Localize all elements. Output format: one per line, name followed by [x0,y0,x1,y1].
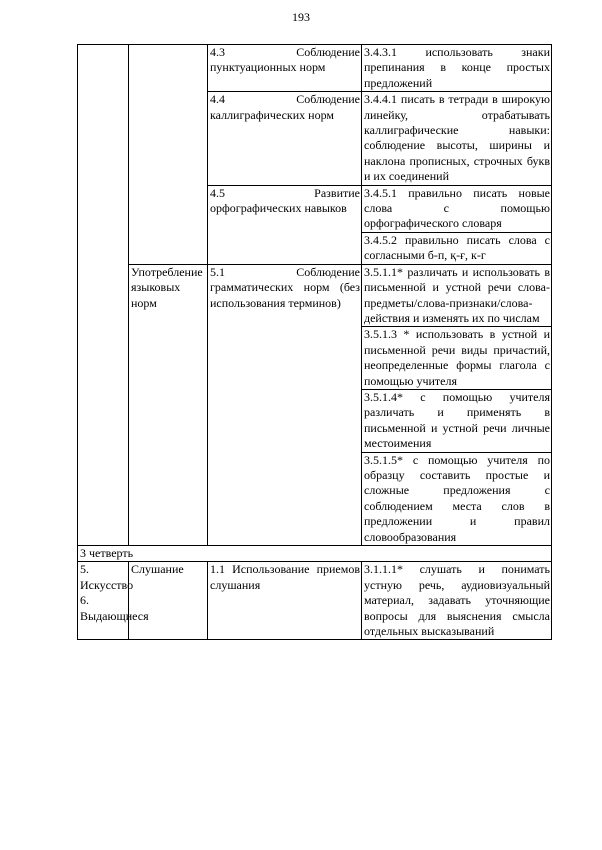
table-row [78,45,552,92]
objective-cell: 3.4.3.1 использовать знаки препинания в конце простых предложений [362,45,552,92]
skill-cell-empty [129,45,208,265]
quarter-header-row [78,546,552,562]
goal-cell: 1.1 Использование приемов слушания [208,562,362,640]
table-row [78,562,552,640]
objective-cell: 3.5.1.3 * использовать в устной и письменной речи виды причастий, неопределенные формы глагола с помощью учителя [362,327,552,390]
objective-cell: 3.1.1.1* слушать и понимать устную речь, аудиовизуальный материал, задавать уточняющие вопросы для выяснения смысла отдельных высказываний [362,562,552,640]
skill-cell: Употребление языковых норм [129,264,208,545]
objective-cell: 3.5.1.1* различать и использовать в письменной и устной речи слова-предметы/слова-признаки/слова-действия и изменять их по числам [362,264,552,327]
goal-cell: 4.3 Соблюдение пунктуационных норм [208,45,362,92]
objective-cell: 3.4.5.2 правильно писать слова с согласными б-п, қ-ғ, к-г [362,232,552,264]
objective-cell: 3.4.4.1 писать в тетради в широкую линейку, отрабатывать каллиграфические навыки: соблюдение высоты, ширины и наклона прописных, строчных букв и их соединений [362,92,552,185]
goal-cell: 4.5 Развитие орфографических навыков [208,185,362,264]
curriculum-table [77,44,552,640]
goal-cell: 5.1 Соблюдение грамматических норм (без использования терминов) [208,264,362,545]
topic-cell-empty [78,45,129,546]
goal-cell: 4.4 Соблюдение каллиграфических норм [208,92,362,185]
quarter-label: 3 четверть [78,546,552,562]
page-number: 193 [292,10,310,24]
objective-cell: 3.5.1.5* с помощью учителя по образцу составить простые и сложные предложения с соблюдением места слов в предложении и правил словообразования [362,452,552,545]
objective-cell: 3.4.5.1 правильно писать новые слова с помощью орфографического словаря [362,185,552,232]
skill-cell: Слушание [129,562,208,640]
objective-cell: 3.5.1.4* с помощью учителя различать и применять в письменной и устной речи личные местоимения [362,389,552,452]
topic-cell: 5. Искусство 6. Выдающиеся [78,562,129,640]
table-row [78,264,552,327]
